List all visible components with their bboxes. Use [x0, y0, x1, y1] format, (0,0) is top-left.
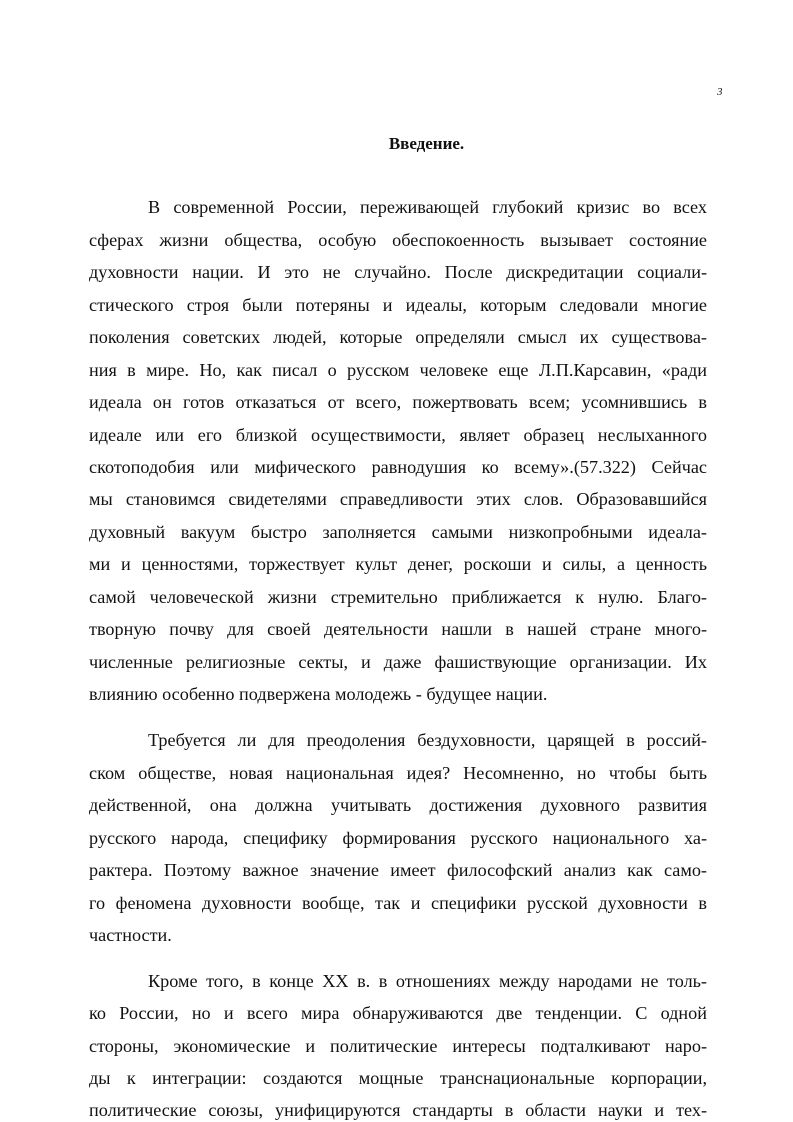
- text-line: сферах жизни общества, особую обеспокоенность вызывает состояние: [89, 230, 707, 250]
- text-line: го феномена духовности вообще, так и специфики русской духовности в: [89, 893, 707, 913]
- text-line: частности.: [89, 925, 172, 945]
- text-line: самой человеческой жизни стремительно приближается к нулю. Благо-: [89, 587, 707, 607]
- text-line: творную почву для своей деятельности нашли в нашей стране много-: [89, 619, 707, 639]
- text-line: духовности нации. И это не случайно. После дискредитации социали-: [89, 262, 707, 282]
- text-line: скотоподобия или мифического равнодушия ко всему».(57.322) Сейчас: [89, 457, 707, 477]
- text-line: Кроме того, в конце XX в. в отношениях между народами не толь-: [148, 971, 707, 991]
- text-line: политические союзы, унифицируются стандарты в области науки и тех-: [89, 1101, 707, 1120]
- page-title: Введение.: [388, 134, 465, 153]
- text-line: ми и ценностями, торжествует культ денег, роскоши и силы, а ценность: [89, 554, 707, 574]
- page-number: 3: [717, 86, 723, 98]
- text-line: Требуется ли для преодоления бездуховности, царящей в россий-: [148, 730, 707, 750]
- text-line: стороны, экономические и политические интересы подталкивают наро-: [89, 1036, 707, 1056]
- text-line: рактера. Поэтому важное значение имеет философский анализ как само-: [89, 860, 707, 880]
- text-line: ды к интеграции: создаются мощные транснациональные корпорации,: [89, 1068, 707, 1088]
- text-line: духовный вакуум быстро заполняется самыми низкопробными идеала-: [89, 522, 707, 542]
- text-line: русского народа, специфику формирования русского национального ха-: [89, 828, 707, 848]
- text-line: идеала он готов отказаться от всего, пожертвовать всем; усомнившись в: [89, 392, 707, 412]
- text-line: В современной России, переживающей глубокий кризис во всех: [148, 197, 707, 217]
- text-line: стического строя были потеряны и идеалы, которым следовали многие: [89, 295, 707, 315]
- text-line: поколения советских людей, которые определяли смысл их существова-: [89, 327, 707, 347]
- text-line: ния в мире. Но, как писал о русском человеке еще Л.П.Карсавин, «ради: [89, 360, 707, 380]
- text-line: мы становимся свидетелями справедливости этих слов. Образовавшийся: [89, 489, 707, 509]
- text-line: ко России, но и всего мира обнаруживаются две тенденции. С одной: [89, 1003, 707, 1023]
- text-line: идеале или его близкой осуществимости, являет образец неслыханного: [89, 425, 707, 445]
- text-line: ском обществе, новая национальная идея? Несомненно, но чтобы быть: [89, 763, 707, 783]
- text-line: действенной, она должна учитывать достижения духовного развития: [89, 795, 707, 815]
- text-line: влиянию особенно подвержена молодежь - будущее нации.: [89, 684, 548, 704]
- text-line: численные религиозные секты, и даже фашиствующие организации. Их: [89, 652, 707, 672]
